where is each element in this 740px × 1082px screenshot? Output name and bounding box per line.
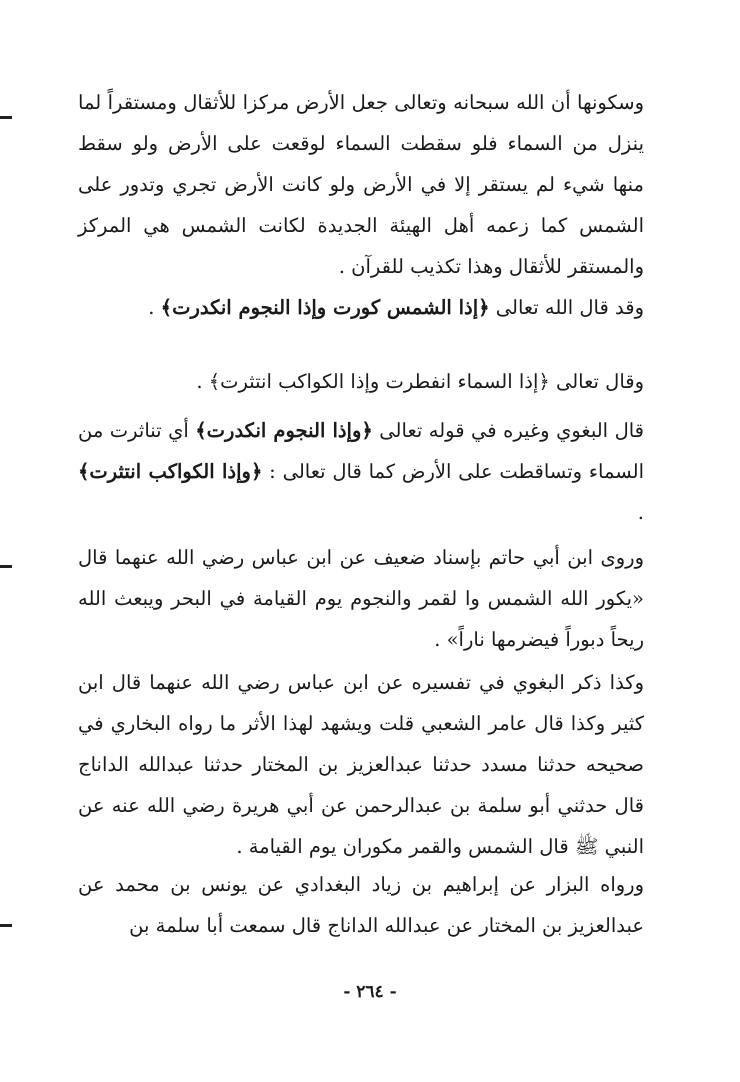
margin-mark <box>0 116 12 119</box>
quran-verse: ﴿وإذا الكواكب انتثرت﴾ <box>78 460 263 483</box>
quran-verse: ﴿وإذا النجوم انكدرت﴾ <box>195 419 373 442</box>
paragraph-7: ورواه البزار عن إبراهيم بن زياد البغدادي عن يونس بن محمد عن عبدالعزيز بن المختار عن عبدالله الداناج قال سمعت أبا سلمة بن <box>78 873 644 937</box>
paragraph-6: وكذا ذكر البغوي في تفسيره عن ابن عباس رضي الله عنهما قال ابن كثير وكذا قال عامر الشعبي قلت ويشهد لهذا الأثر ما رواه البخاري في صحيحه حدثنا مسدد حدثنا عبدالعزيز بن المختار حدثنا عبدالله الداناج قال حدثني أبو سلمة بن عبدالرحمن عن أبي هريرة رضي الله عنه عن النبي ﷺ قال الشمس والقمر مكوران يوم القيامة . <box>78 671 644 858</box>
paragraph-4-end: . <box>637 501 644 524</box>
paragraph-2-end: . <box>148 296 161 319</box>
margin-mark <box>0 924 12 927</box>
page-number: - ٢٦٤ - <box>343 982 397 1002</box>
quran-verse: ﴿إذا الشمس كورت وإذا النجوم انكدرت﴾ <box>160 296 490 319</box>
paragraph-2 <box>78 287 644 328</box>
paragraph-5: وروى ابن أبي حاتم بإسناد ضعيف عن ابن عباس رضي الله عنهما قال «يكور الله الشمس وا لقمر والنجوم يوم القيامة في البحر ويبعث الله ريحاً دبوراً فيضرمها ناراً» . <box>78 546 644 651</box>
paragraph-4 <box>78 410 644 533</box>
paragraph-2-text: وقد قال الله تعالى <box>489 296 644 319</box>
paragraph-4-text: قال البغوي وغيره في قوله تعالى <box>372 419 644 442</box>
paragraph-1: وسكونها أن الله سبحانه وتعالى جعل الأرض مركزا للأثقال ومستقراً لما ينزل من السماء فلو سقطت السماء لوقعت على الأرض ولو سقط منها شيء لم يستقر إلا في الأرض ولو كانت الأرض تجري وتدور على الشمس كما زعمه أهل الهيئة الجديدة لكانت الشمس هي المركز والمستقر للأثقال وهذا تكذيب للقرآن . <box>78 91 644 278</box>
margin-mark <box>0 565 12 568</box>
paragraph-4-mid: أي تناثرت من السماء وتساقطت على الأرض كما قال تعالى : <box>78 419 644 483</box>
paragraph-3: وقال تعالى ﴿إذا السماء انفطرت وإذا الكواكب انتثرت﴾ . <box>196 370 644 393</box>
